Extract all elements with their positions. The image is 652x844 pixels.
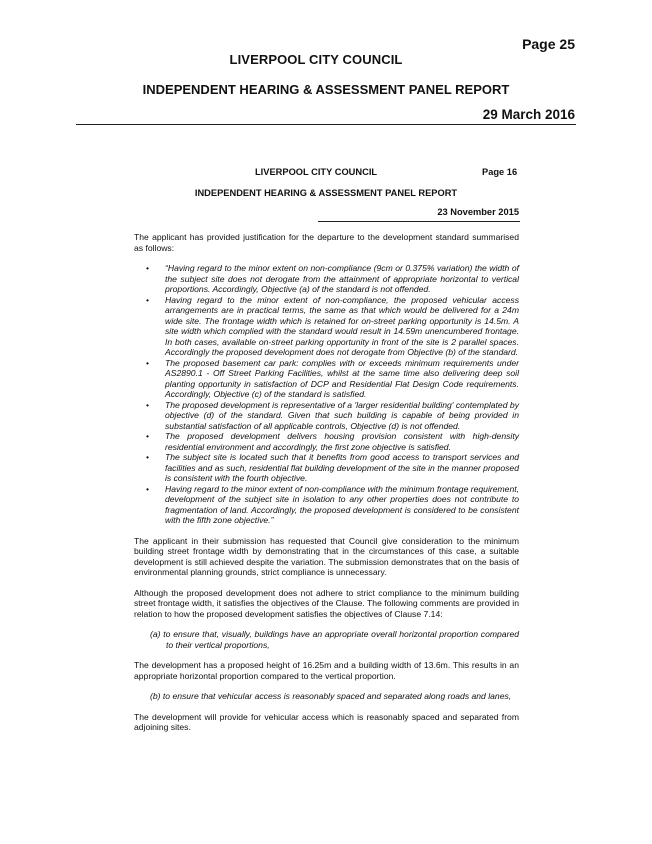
bullet-icon: • [146,263,150,273]
objective-a: (a) to ensure that, visually, buildings have an appropriate overall horizontal proportion compared to their vertical proportions, [150,629,519,650]
inner-council-name: LIVERPOOL CITY COUNCIL [255,167,378,177]
list-item: • Having regard to the minor extent of non-compliance with the minimum frontage requirement, development of the subject site in isolation to any other properties does not contribute to fragmentation of land. Accordingly, the proposed development is considered to be consistent with the fifth zone objective.” [146,483,519,525]
outer-report-date: 29 March 2016 [482,107,575,122]
list-item: • “Having regard to the minor extent on non-compliance (9cm or 0.375% variation) the width of the subject site does not derogate from the attainment of appropriate horizontal to vertical proportions. Accordingly, Objective (a) of the standard is not offended. [146,263,519,294]
outer-report-title: INDEPENDENT HEARING & ASSESSMENT PANEL REPORT [142,82,510,97]
bullet-icon: • [146,431,150,441]
list-item: • The proposed development is representative of a 'larger residential building' contemplated by objective (d) of the standard. Given that such building is capable of being provided in substantial satisfaction of all applicable controls, Objective (d) is not offended. [146,399,519,431]
justification-list [134,263,519,526]
vehicular-paragraph: The development will provide for vehicular access which is reasonably spaced and separated from adjoining sites. [134,711,519,732]
list-item: • The proposed basement car park: complies with or exceeds minimum requirements under AS2890.1 - Off Street Parking Facilities, whilst at the same time also delivering deep soil planting opportunity in satisfaction of DCP and Residential Flat Design Code requirements. Accordingly, Objective (c) of the standard is satisfied. [146,357,519,399]
document-body [134,232,519,743]
inner-header-rule [318,221,520,222]
outer-council-name: LIVERPOOL CITY COUNCIL [229,52,403,67]
height-paragraph: The development has a proposed height of 16.25m and a building width of 13.6m. This results in an appropriate horizontal proportion compared to the vertical proportion. [134,660,519,681]
outer-page-number: Page 25 [522,36,575,52]
list-item: • The proposed development delivers housing provision consistent with high-density residential environment and accordingly, the first zone objective is satisfied. [146,431,519,452]
intro-paragraph: The applicant has provided justification for the departure to the development standard summarised as follows: [134,232,519,253]
inner-report-title: INDEPENDENT HEARING & ASSESSMENT PANEL REPORT [194,188,458,198]
inner-report-date: 23 November 2015 [437,207,519,217]
bullet-icon: • [146,399,150,410]
bullet-icon: • [146,452,150,462]
list-item: • The subject site is located such that it benefits from good access to transport services and facilities and as such, residential flat building development of the site in the manner proposed is consistent with the fourth objective. [146,452,519,483]
submission-paragraph: The applicant in their submission has requested that Council give consideration to the minimum building street frontage width by demonstrating that in the circumstances of this case, a suitable development is still achieved despite the variation. The submission demonstrates that on the basis of environmental planning grounds, strict compliance is unnecessary. [134,535,519,577]
objectives-intro-paragraph: Although the proposed development does not adhere to strict compliance to the minimum building street frontage width, it satisfies the objectives of the Clause. The following comments are provided in relation to how the proposed development satisfies the objectives of Clause 7.14: [134,587,519,619]
inner-page-number: Page 16 [482,167,518,177]
bullet-icon: • [146,357,150,368]
bullet-icon: • [146,294,150,305]
bullet-icon: • [146,483,150,494]
list-item: • Having regard to the minor extent of non-compliance, the proposed vehicular access arrangements are in practical terms, the same as that which would be delivered for a 24m wide site. The frontage width which is retained for on-street parking opportunity is 14.5m. A site width which complied with the standard would result in 14.59m unencumbered frontage. In both cases, available on-street parking opportunity in front of the site is 2 parallel spaces. Accordingly the proposed development does not derogate from Objective (b) of the standard. [146,294,519,357]
outer-header-rule [76,124,576,125]
objective-b: (b) to ensure that vehicular access is reasonably spaced and separated along roads and lanes, [150,691,512,701]
